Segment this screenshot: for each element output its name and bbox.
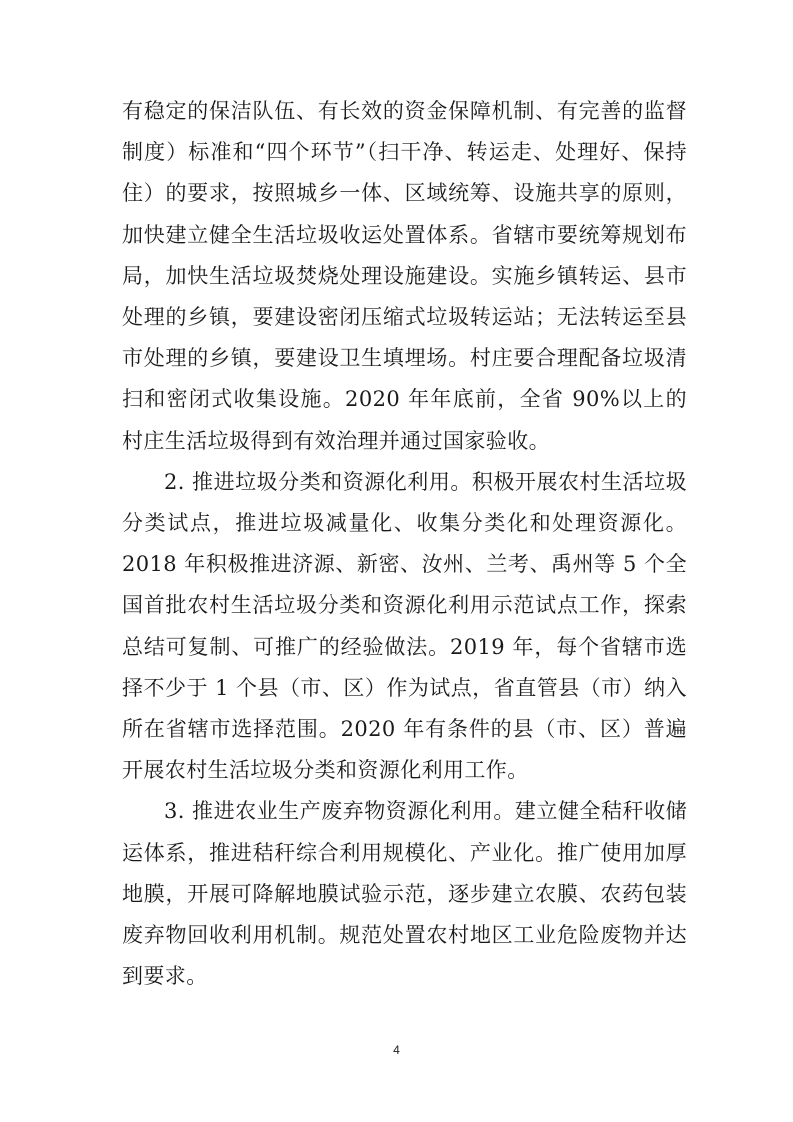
paragraph-agricultural-waste: 3. 推进农业生产废弃物资源化利用。建立健全秸秆收储运体系，推进秸秆综合利用规模化、产业化。推广使用加厚地膜，开展可降解地膜试验示范，逐步建立农膜、农药包装废弃物回收利用机制。规范处置农村地区工业危险废物并达到要求。 bbox=[122, 799, 687, 989]
paragraph-continuation: 有稳定的保洁队伍、有长效的资金保障机制、有完善的监督制度）标准和“四个环节”（扫干净、转运走、处理好、保持住）的要求，按照城乡一体、区域统筹、设施共享的原则，加快建立健全生活垃圾收运处置体系。省辖市要统筹规划布局，加快生活垃圾焚烧处理设施建设。实施乡镇转运、县市处理的乡镇，要建设密闭压缩式垃圾转运站；无法转运至县市处理的乡镇，要建设卫生填埋场。村庄要合理配备垃圾清扫和密闭式收集设施。2020 年年底前，全省 90%以上的村庄生活垃圾得到有效治理并通过国家验收。 bbox=[122, 99, 687, 453]
page-number: 4 bbox=[393, 1043, 400, 1057]
paragraph-waste-sorting: 2. 推进垃圾分类和资源化利用。积极开展农村生活垃圾分类试点，推进垃圾减量化、收集分类化和处理资源化。2018 年积极推进济源、新密、汝州、兰考、禹州等 5 个全国首批农村生活垃圾分类和资源化利用示范试点工作，探索总结可复制、可推广的经验做法。2019 年，每个省辖市选择不少于 1 个县（市、区）作为试点，省直管县（市）纳入所在省辖市选择范围。2020 年有条件的县（市、区）普遍开展农村生活垃圾分类和资源化利用工作。 bbox=[122, 469, 687, 783]
document-body bbox=[122, 91, 687, 997]
